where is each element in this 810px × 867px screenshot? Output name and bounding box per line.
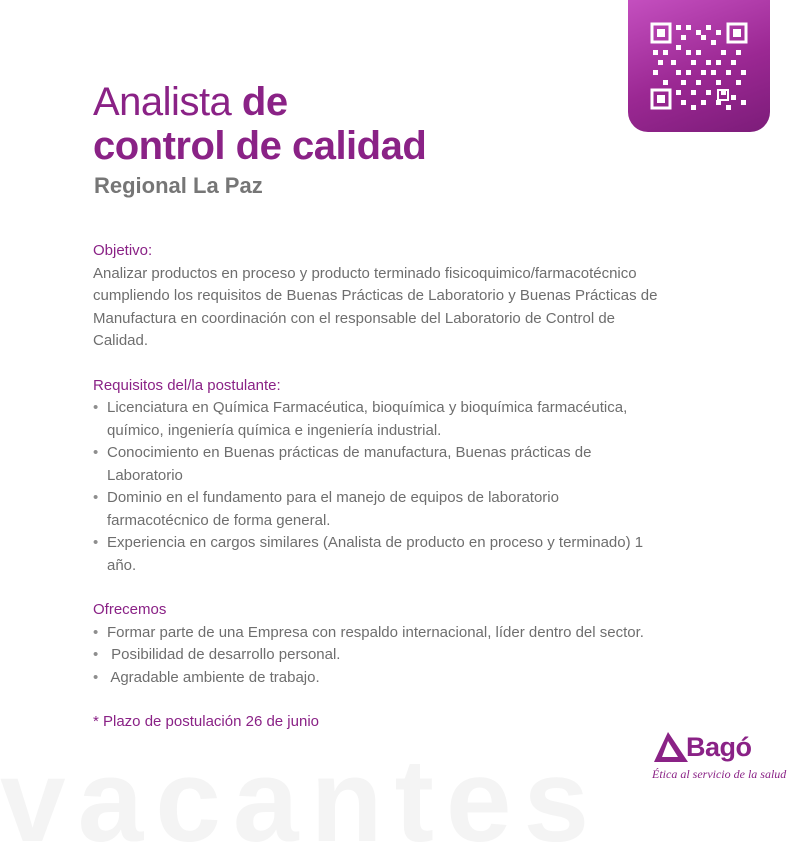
list-item: • Posibilidad de desarrollo personal.: [93, 644, 743, 667]
ofrecemos-section: [93, 599, 743, 689]
objetivo-line: cumpliendo los requisitos de Buenas Prácticas de Laboratorio y Buenas Prácticas de: [93, 287, 658, 304]
logo-tagline: Ética al servicio de la salud: [652, 767, 787, 781]
objetivo-section: [93, 240, 743, 353]
qr-code-icon: [650, 22, 748, 110]
ofrecemos-list: [93, 622, 743, 690]
qr-card[interactable]: [628, 0, 770, 132]
list-item-line: químico, ingeniería química e ingeniería industrial.: [107, 421, 442, 439]
objetivo-line: Manufactura en coordinación con el responsable del Laboratorio de Control de: [93, 309, 616, 327]
list-item-line: Dominio en el fundamento para el manejo de equipos de laboratorio: [107, 489, 559, 506]
ofrecemos-heading: Ofrecemos: [93, 601, 167, 618]
watermark-text: vacantes: [0, 735, 602, 867]
list-item-line: farmacotécnico de forma general.: [107, 511, 331, 529]
list-item-line: Experiencia en cargos similares (Analista de producto en proceso y terminado) 1: [107, 534, 644, 551]
requisitos-list: [93, 397, 743, 577]
list-item: [93, 532, 743, 577]
job-title-bold-1: de: [241, 80, 288, 124]
list-item-line: Conocimiento en Buenas prácticas de manufactura, Buenas prácticas de: [107, 444, 592, 461]
job-content: [93, 240, 743, 734]
list-item-line: Licenciatura en Química Farmacéutica, bioquímica y bioquímica farmacéutica,: [107, 399, 628, 416]
location-subtitle: Regional La Paz: [94, 173, 263, 198]
requisitos-heading: Requisitos del/la postulante:: [93, 376, 281, 394]
list-item: [93, 397, 743, 442]
logo-name: Bagó: [686, 732, 752, 762]
job-title-bold-2: control de calidad: [93, 124, 427, 168]
list-item-line: Laboratorio: [107, 466, 183, 484]
objetivo-line: Analizar productos en proceso y producto terminado fisicoquimico/farmacotécnico: [93, 264, 637, 282]
bago-triangle-icon: [654, 732, 688, 762]
job-title: [93, 80, 426, 168]
objetivo-line: Calidad.: [93, 332, 149, 349]
job-title-light: Analista: [93, 80, 242, 124]
requisitos-section: [93, 375, 743, 578]
list-item: • Formar parte de una Empresa con respaldo internacional, líder dentro del sector.: [93, 622, 743, 645]
deadline-note: * Plazo de postulación 26 de junio: [93, 713, 319, 730]
list-item: • Agradable ambiente de trabajo.: [93, 667, 743, 690]
list-item: [93, 442, 743, 487]
objetivo-heading: Objetivo:: [93, 242, 153, 259]
list-item: [93, 487, 743, 532]
list-item-line: año.: [107, 556, 137, 574]
